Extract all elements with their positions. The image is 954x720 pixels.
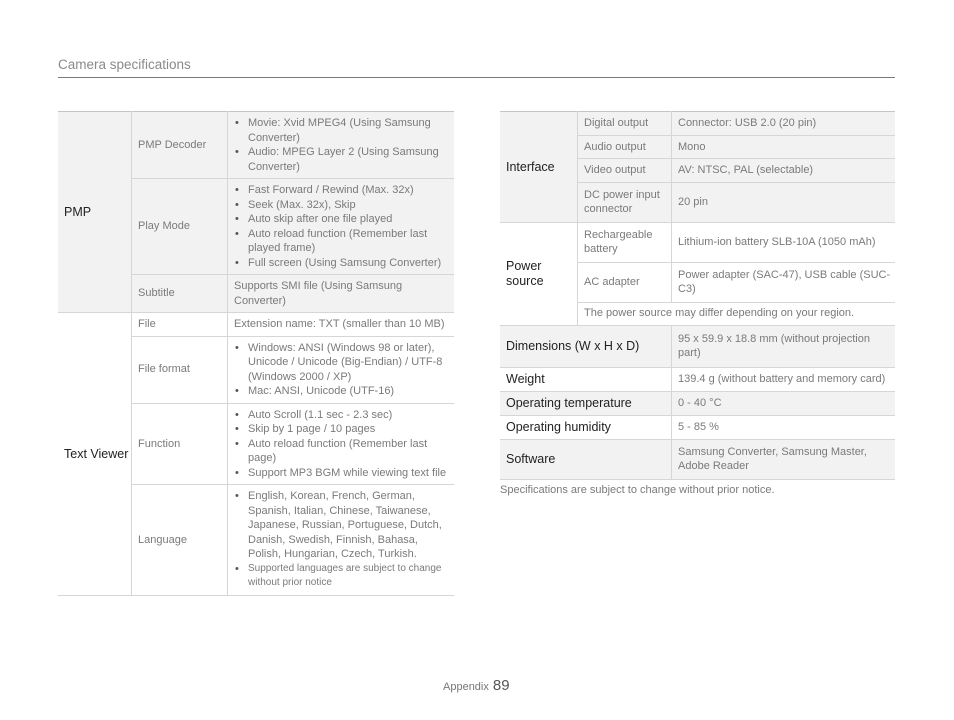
page-header-title: Camera specifications (58, 57, 191, 72)
label-operating-temperature: Operating temperature (500, 391, 672, 415)
page-number: 89 (492, 677, 510, 694)
list-item: • Skip by 1 page / 10 pages (234, 422, 450, 437)
label-file: File (132, 313, 228, 337)
value-dimensions: 95 x 59.9 x 18.8 mm (without projection part) (672, 325, 896, 367)
category-pmp: PMP (58, 112, 132, 313)
value-operating-temperature: 0 - 40 °C (672, 391, 896, 415)
list-item: • Auto reload function (Remember last played frame) (234, 227, 450, 256)
value-file: Extension name: TXT (smaller than 10 MB) (228, 313, 455, 337)
list-item: • Windows: ANSI (Windows 98 or later), Unicode / Unicode (Big-Endian) / UTF-8 (Windows 2000 / XP) (234, 341, 450, 385)
list-item: • Audio: MPEG Layer 2 (Using Samsung Converter) (234, 145, 450, 174)
list-item: • Auto skip after one file played (234, 212, 450, 227)
value-audio-output: Mono (672, 135, 896, 159)
label-weight: Weight (500, 367, 672, 391)
value-rechargeable-battery: Lithium-ion battery SLB-10A (1050 mAh) (672, 222, 896, 262)
list-item: • English, Korean, French, German, Spanish, Italian, Chinese, Taiwanese, Japanese, Russian, Portuguese, Dutch, Danish, Swedish, Finnish, Bahasa, Polish, Hungarian, Czech, Turkish. (234, 489, 450, 562)
label-function: Function (132, 403, 228, 485)
list-item: • Fast Forward / Rewind (Max. 32x) (234, 183, 450, 198)
label-dc-power-input: DC power input connector (578, 182, 672, 222)
value-play-mode (228, 179, 455, 275)
list-item: • Auto reload function (Remember last page) (234, 437, 450, 466)
right-spec-table (500, 111, 895, 480)
value-operating-humidity: 5 - 85 % (672, 415, 896, 439)
value-software: Samsung Converter, Samsung Master, Adobe Reader (672, 439, 896, 479)
category-text-viewer: Text Viewer (58, 313, 132, 596)
label-dimensions: Dimensions (W x H x D) (500, 325, 672, 367)
value-digital-output: Connector: USB 2.0 (20 pin) (672, 112, 896, 136)
header-divider (58, 77, 895, 78)
list-item: • Full screen (Using Samsung Converter) (234, 256, 450, 271)
list-item: • Mac: ANSI, Unicode (UTF-16) (234, 384, 450, 399)
value-pmp-decoder (228, 112, 455, 179)
list-item: • Support MP3 BGM while viewing text file (234, 466, 450, 481)
value-video-output: AV: NTSC, PAL (selectable) (672, 159, 896, 183)
label-software: Software (500, 439, 672, 479)
label-rechargeable-battery: Rechargeable battery (578, 222, 672, 262)
value-dc-power-input: 20 pin (672, 182, 896, 222)
value-language (228, 485, 455, 596)
label-language: Language (132, 485, 228, 596)
label-ac-adapter: AC adapter (578, 262, 672, 302)
label-play-mode: Play Mode (132, 179, 228, 275)
label-audio-output: Audio output (578, 135, 672, 159)
specifications-note: Specifications are subject to change without prior notice. (500, 484, 775, 496)
value-file-format (228, 336, 455, 403)
list-item: • Movie: Xvid MPEG4 (Using Samsung Converter) (234, 116, 450, 145)
label-pmp-decoder: PMP Decoder (132, 112, 228, 179)
value-function (228, 403, 455, 485)
list-item: • Supported languages are subject to change without prior notice (234, 562, 450, 591)
list-item: • Seek (Max. 32x), Skip (234, 198, 450, 213)
label-operating-humidity: Operating humidity (500, 415, 672, 439)
value-weight: 139.4 g (without battery and memory card) (672, 367, 896, 391)
value-subtitle: Supports SMI file (Using Samsung Converter) (228, 275, 455, 313)
label-video-output: Video output (578, 159, 672, 183)
label-subtitle: Subtitle (132, 275, 228, 313)
list-item: • Auto Scroll (1.1 sec - 2.3 sec) (234, 408, 450, 423)
label-file-format: File format (132, 336, 228, 403)
footer-section-label: Appendix (443, 681, 489, 693)
category-interface: Interface (500, 112, 578, 223)
power-source-note: The power source may differ depending on your region. (578, 302, 896, 325)
page-footer (443, 677, 510, 695)
left-spec-table (58, 111, 454, 596)
category-power-source: Power source (500, 222, 578, 325)
value-ac-adapter: Power adapter (SAC-47), USB cable (SUC-C3) (672, 262, 896, 302)
label-digital-output: Digital output (578, 112, 672, 136)
